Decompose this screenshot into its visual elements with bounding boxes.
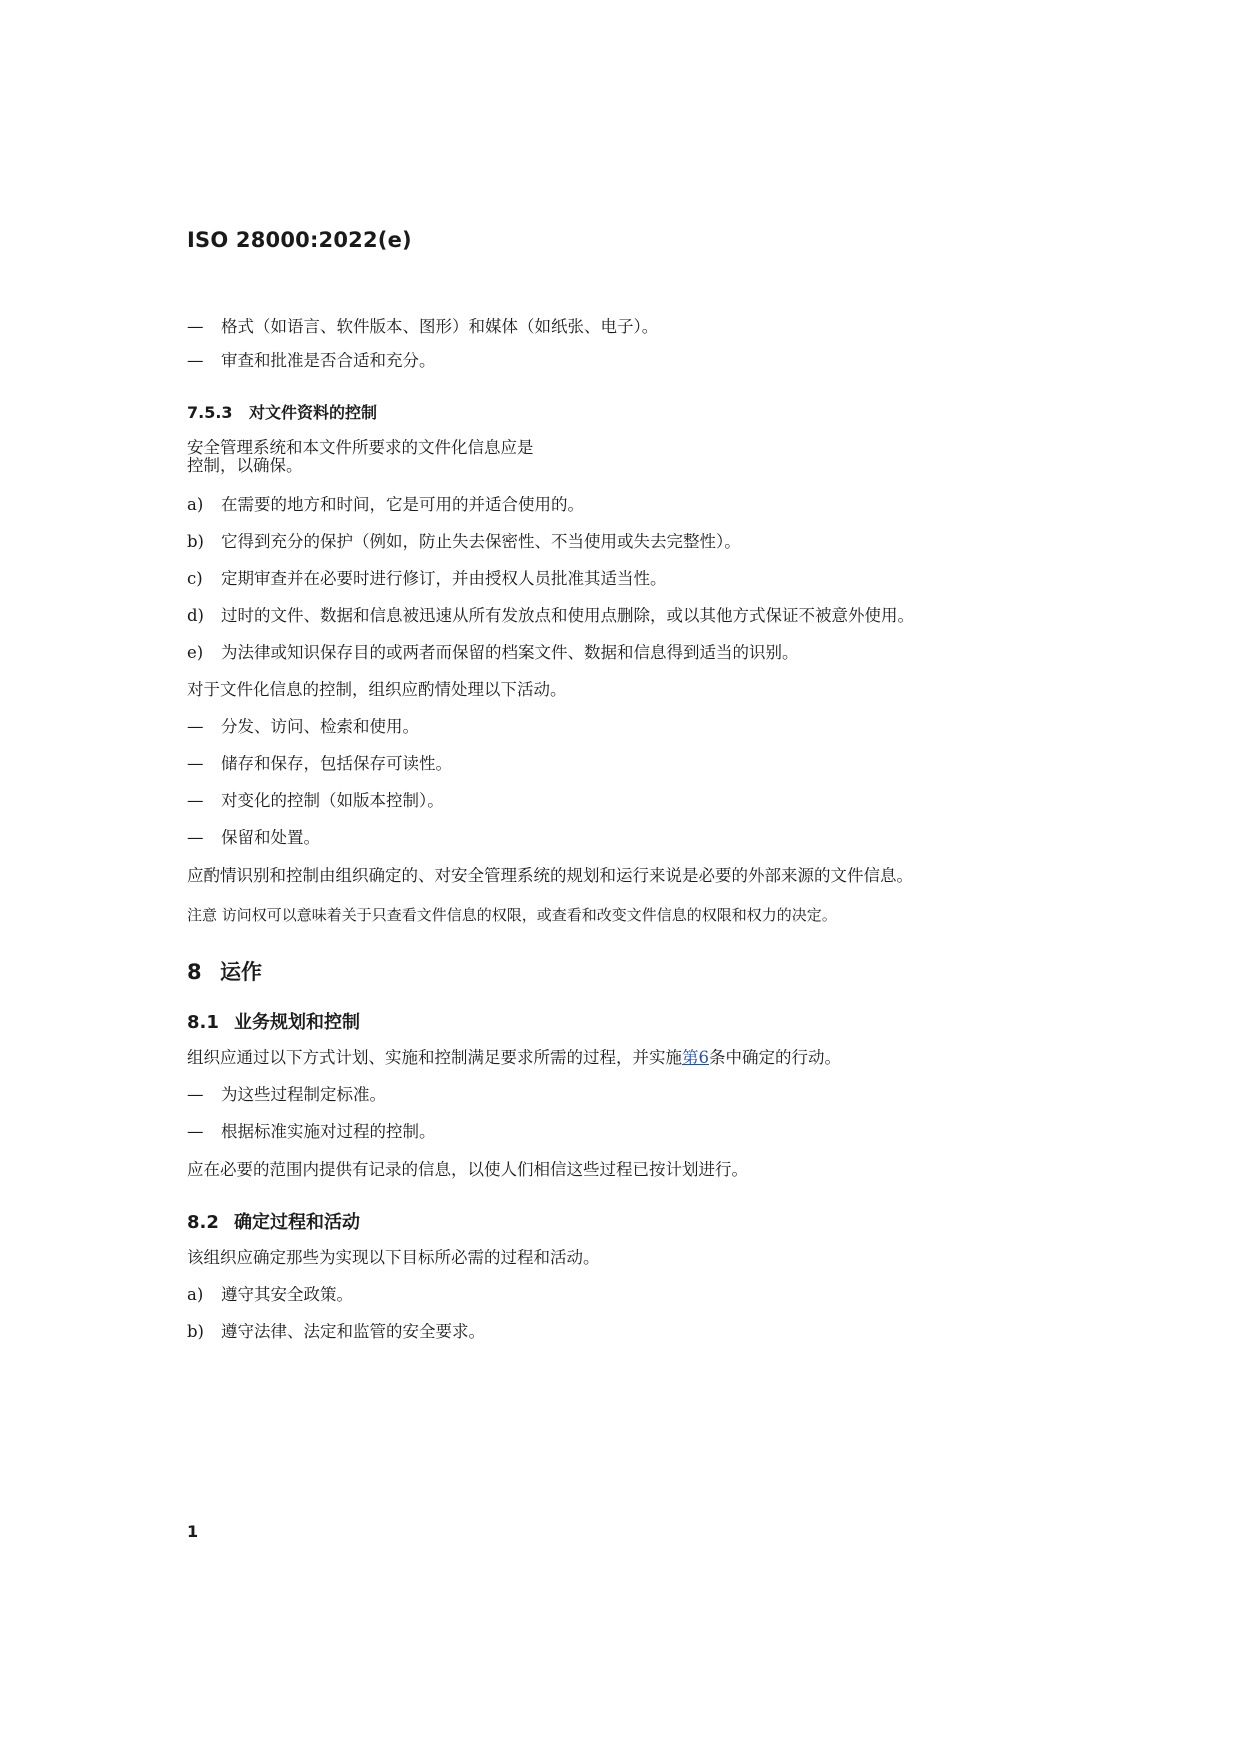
section-number: 8.2 bbox=[187, 1212, 219, 1233]
note: 注意 访问权可以意味着关于只查看文件信息的权限，或查看和改变文件信息的权限和权力的决定。 bbox=[187, 906, 837, 924]
paragraph-text: 条中确定的行动。 bbox=[709, 1048, 841, 1067]
list-item bbox=[187, 1321, 485, 1343]
section-title: 运作 bbox=[220, 960, 262, 984]
list-item bbox=[187, 350, 436, 372]
paragraph: 控制，以确保。 bbox=[187, 456, 303, 475]
paragraph-text: 组织应通过以下方式计划、实施和控制满足要求所需的过程，并实施 bbox=[187, 1048, 682, 1067]
paragraph: 应在必要的范围内提供有记录的信息，以使人们相信这些过程已按计划进行。 bbox=[187, 1160, 748, 1179]
list-item-text: 储存和保存，包括保存可读性。 bbox=[221, 754, 452, 773]
paragraph: 安全管理系统和本文件所要求的文件化信息应是 bbox=[187, 438, 534, 457]
list-item bbox=[187, 316, 658, 338]
list-item bbox=[187, 827, 320, 849]
list-marker: c) bbox=[187, 569, 203, 588]
list-item bbox=[187, 605, 914, 627]
list-item-text: 过时的文件、数据和信息被迅速从所有发放点和使用点删除，或以其他方式保证不被意外使用。 bbox=[221, 606, 914, 625]
list-marker: — bbox=[187, 1122, 204, 1141]
list-item bbox=[187, 568, 667, 590]
list-item bbox=[187, 1084, 386, 1106]
list-item-text: 保留和处置。 bbox=[221, 828, 320, 847]
section-heading-7-5-3 bbox=[187, 400, 377, 423]
list-item bbox=[187, 1284, 353, 1306]
list-item-text: 它得到充分的保护（例如，防止失去保密性、不当使用或失去完整性）。 bbox=[221, 532, 741, 551]
list-marker: b) bbox=[187, 1322, 204, 1341]
list-item bbox=[187, 531, 741, 553]
paragraph bbox=[187, 1048, 841, 1068]
list-item bbox=[187, 642, 799, 664]
list-item-text: 在需要的地方和时间，它是可用的并适合使用的。 bbox=[221, 495, 584, 514]
paragraph: 对于文件化信息的控制，组织应酌情处理以下活动。 bbox=[187, 680, 567, 699]
list-item bbox=[187, 753, 452, 775]
section-title: 对文件资料的控制 bbox=[249, 403, 378, 422]
clause-6-link[interactable]: 第6 bbox=[682, 1048, 709, 1067]
paragraph: 该组织应确定那些为实现以下目标所必需的过程和活动。 bbox=[187, 1248, 600, 1267]
list-marker: — bbox=[187, 317, 204, 336]
section-heading-8 bbox=[187, 956, 262, 986]
list-marker: — bbox=[187, 828, 204, 847]
list-item-text: 根据标准实施对过程的控制。 bbox=[221, 1122, 436, 1141]
list-marker: e) bbox=[187, 643, 204, 662]
list-item-text: 分发、访问、检索和使用。 bbox=[221, 717, 419, 736]
list-item-text: 审查和批准是否合适和充分。 bbox=[221, 351, 436, 370]
list-marker: b) bbox=[187, 532, 204, 551]
list-item-text: 格式（如语言、软件版本、图形）和媒体（如纸张、电子）。 bbox=[221, 317, 659, 336]
list-marker: — bbox=[187, 754, 204, 773]
list-marker: d) bbox=[187, 606, 204, 625]
list-marker: a) bbox=[187, 495, 204, 514]
list-item-text: 为法律或知识保存目的或两者而保留的档案文件、数据和信息得到适当的识别。 bbox=[221, 643, 799, 662]
page-number: 1 bbox=[187, 1522, 199, 1541]
list-item-text: 遵守法律、法定和监管的安全要求。 bbox=[221, 1322, 485, 1341]
list-item bbox=[187, 716, 419, 738]
section-title: 业务规划和控制 bbox=[234, 1012, 360, 1033]
list-marker: — bbox=[187, 1085, 204, 1104]
list-item bbox=[187, 494, 584, 516]
list-marker: — bbox=[187, 717, 204, 736]
list-item-text: 对变化的控制（如版本控制）。 bbox=[221, 791, 444, 810]
paragraph: 应酌情识别和控制由组织确定的、对安全管理系统的规划和运行来说是必要的外部来源的文件信息。 bbox=[187, 866, 913, 885]
list-item bbox=[187, 790, 444, 812]
list-item bbox=[187, 1121, 436, 1143]
document-header: ISO 28000:2022(e) bbox=[187, 228, 412, 252]
section-number: 8.1 bbox=[187, 1012, 219, 1033]
list-marker: — bbox=[187, 351, 204, 370]
section-heading-8-1 bbox=[187, 1008, 360, 1034]
list-item-text: 为这些过程制定标准。 bbox=[221, 1085, 386, 1104]
list-marker: a) bbox=[187, 1285, 204, 1304]
list-marker: — bbox=[187, 791, 204, 810]
section-number: 7.5.3 bbox=[187, 403, 233, 422]
list-item-text: 遵守其安全政策。 bbox=[221, 1285, 353, 1304]
section-title: 确定过程和活动 bbox=[234, 1212, 360, 1233]
section-heading-8-2 bbox=[187, 1208, 360, 1234]
section-number: 8 bbox=[187, 960, 202, 984]
list-item-text: 定期审查并在必要时进行修订，并由授权人员批准其适当性。 bbox=[221, 569, 667, 588]
